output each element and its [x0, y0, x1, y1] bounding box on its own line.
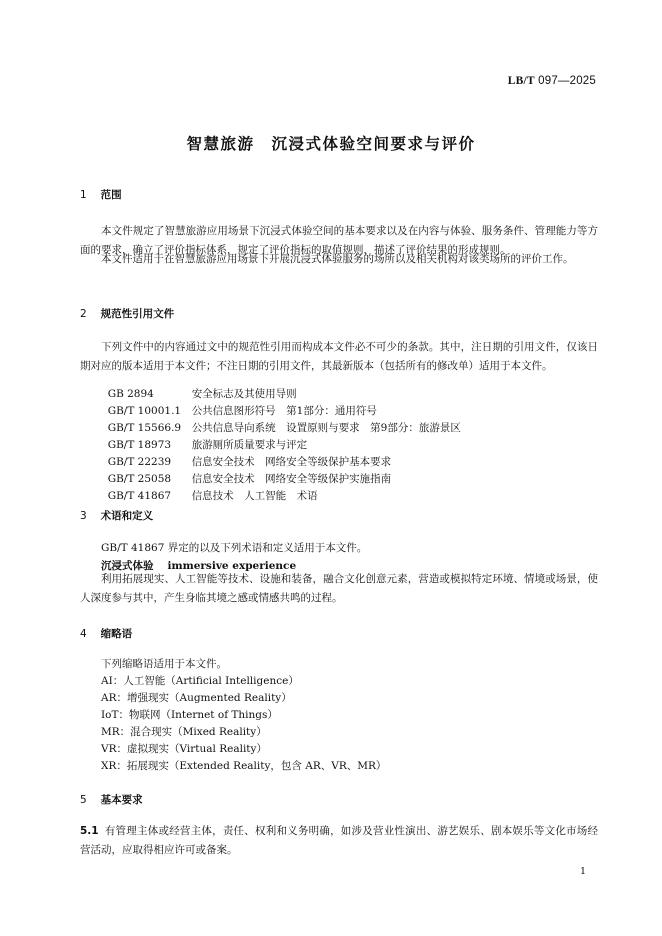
reference-name: 信息安全技术 网络安全等级保护基本要求: [191, 456, 392, 468]
reference-code: GB/T 15566.9: [107, 422, 182, 434]
section-2-paragraph-1: 下列文件中的内容通过文中的规范性引用而构成本文件必不可少的条款。其中，注日期的引用文件，仅该日期对应的版本适用于本文件；不注日期的引用文件，其最新版本（包括所有的修改单）适用于本文件。: [80, 341, 598, 372]
section-number: 3: [80, 510, 87, 522]
section-3-intro: GB/T 41867 界定的以及下列术语和定义适用于本文件。: [101, 542, 368, 554]
section-3-heading: [80, 508, 153, 523]
reference-name: 公共信息导向系统 设置原则与要求 第9部分：旅游景区: [191, 422, 461, 434]
term-english: immersive experience: [167, 560, 297, 572]
reference-name: 旅游厕所质量要求与评定: [191, 439, 308, 451]
section-5-heading: [80, 792, 143, 807]
abbreviation-item: IoT：物联网（Internet of Things）: [101, 709, 278, 721]
reference-name: 安全标志及其使用导则: [191, 388, 297, 400]
reference-name: 公共信息图形符号 第1部分：通用符号: [191, 405, 377, 417]
section-title: 基本要求: [100, 794, 143, 806]
section-1-paragraph-2: 本文件适用于在智慧旅游应用场景下开展沉浸式体验服务的场所以及相关机构对该类场所的评价工作。: [101, 253, 574, 265]
standard-prefix: LB/T: [507, 75, 535, 87]
reference-code: GB/T 18973: [107, 439, 172, 451]
reference-code: GB/T 22239: [107, 456, 172, 468]
clause-number: 5.1: [80, 825, 99, 837]
section-number: 4: [80, 628, 87, 640]
abbreviation-item: XR：拓展现实（Extended Reality，包含 AR、VR、MR）: [101, 760, 387, 772]
reference-name: 信息安全技术 网络安全等级保护实施指南: [191, 473, 392, 485]
reference-name: 信息技术 人工智能 术语: [191, 490, 318, 502]
page-number: 1: [579, 866, 586, 877]
abbreviation-item: MR：混合现实（Mixed Reality）: [101, 726, 267, 738]
standard-code: 097—2025: [538, 75, 596, 87]
reference-code: GB/T 25058: [107, 473, 172, 485]
section-title: 缩略语: [100, 628, 133, 640]
abbreviation-item: VR：虚拟现实（Virtual Reality）: [101, 743, 267, 755]
reference-item: [101, 476, 318, 503]
document-title: 智慧旅游 沉浸式体验空间要求与评价: [186, 135, 476, 153]
reference-code: GB 2894: [107, 388, 154, 400]
abbreviation-item: AR：增强现实（Augmented Reality）: [101, 692, 292, 704]
section-number: 5: [80, 794, 87, 806]
clause-text: 有管理主体或经营主体，责任、权利和义务明确，如涉及营业性演出、游艺娱乐、剧本娱乐等文化市场经营活动，应取得相应许可或备案。: [80, 825, 598, 856]
term-definition: 利用拓展现实、人工智能等技术、设施和装备，融合文化创意元素，营造或模拟特定环境、情境或场景，使人深度参与其中，产生身临其境之感或情感共鸣的过程。: [80, 573, 598, 604]
reference-code: GB/T 41867: [107, 490, 172, 502]
standard-number: [508, 75, 596, 87]
abbreviation-item: AI：人工智能（Artificial Intelligence）: [101, 675, 299, 687]
clause-5-1: [80, 822, 598, 860]
section-1-heading: [80, 187, 122, 202]
section-title: 规范性引用文件: [100, 308, 175, 320]
section-2-heading: [80, 306, 174, 321]
reference-code: GB/T 10001.1: [107, 405, 182, 417]
section-4-intro: 下列缩略语适用于本文件。: [101, 658, 227, 670]
section-title: 术语和定义: [100, 510, 154, 522]
section-1-paragraph-1: 本文件规定了智慧旅游应用场景下沉浸式体验空间的基本要求以及在内容与体验、服务条件、管理能力等方面的要求，确立了评价指标体系，规定了评价指标的取值规则，描述了评价结果的形成规则。: [80, 225, 598, 256]
section-4-heading: [80, 626, 132, 641]
section-title: 范围: [100, 189, 122, 201]
term-chinese: 沉浸式体验: [101, 560, 154, 572]
section-number: 2: [80, 308, 87, 320]
section-number: 1: [80, 189, 87, 201]
